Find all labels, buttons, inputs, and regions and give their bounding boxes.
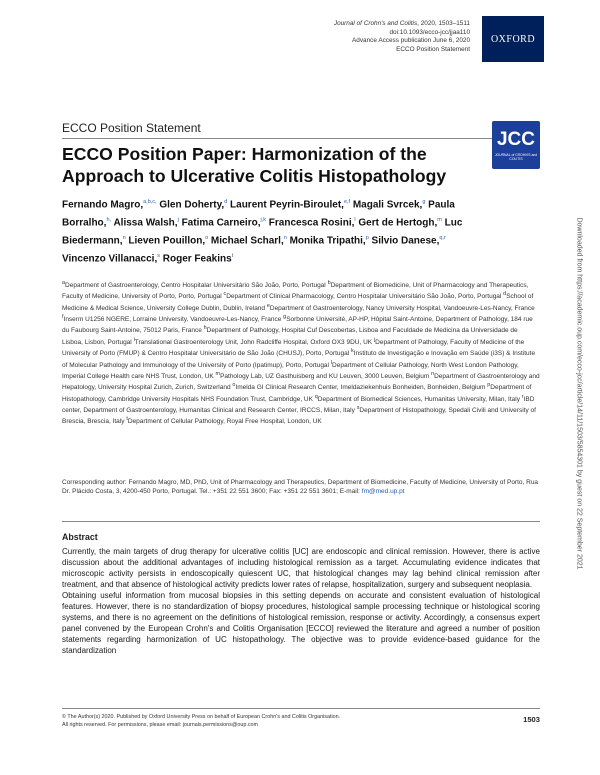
abstract-paragraph: Obtaining useful information from mucosal biopsies in this setting depends on accurate and consistent evaluation of histological features. However, there is no standardization of biopsy procedures, histological sample processing technique or histological scoring systems, and there is no agreement on the definitions of histological remission, response or activity. Accordingly, a consensus expert panel convened by the European Crohn's and Colitis Organisation [ECCO] reviewed the literature and agreed a number of position statements regarding harmonization of UC histopathology. The objective was to provide evidence-based guidance for the standardization [62,591,540,655]
footer [62,713,482,730]
jcc-logo [492,121,540,169]
abstract-paragraph: Currently, the main targets of drug therapy for ulcerative colitis [UC] are endoscopic and clinical remission. However, there is active discussion about the additional advantages of including histological remission as a target. Accumulating evidence indicates that microscopic activity persists in endoscopically quiescent UC, that histological changes may lag behind clinical remission after treatment, and that absence of histological activity predicts lower rates of relapse, hospitalization, surgery and subsequent neoplasia. [62,547,540,589]
jcc-logo-text: JCC [496,129,535,150]
abstract-body [62,546,540,656]
download-watermark [568,168,590,618]
divider [62,138,540,139]
journal-citation [210,20,470,29]
article-type: ECCO Position Statement [396,45,470,53]
jcc-logo-subtitle: JOURNAL of CROHN'S and COLITIS [494,153,538,161]
divider [62,521,540,522]
permissions-notice: All rights reserved. For permissions, please email: journals.permissions@oup.com [62,722,259,729]
author-list: Fernando Magro,$^{a,b,c,}$ Glen Doherty,$^d$ Laurent Peyrin-Biroulet,$^{e,f}$ Magali Svrcek,$^g$ Paula Borralho,$^{h,}$ Alissa Walsh,$^j$ Fatima Carneiro,$^{j,k}$ Francesca Rosini,$^l$ Gert de Hertogh,$^m$ Luc Biedermann,$^n$ Lieven Pouillon,$^o$ Michael Scharl,$^n$ Monika Tripathi,$^p$ Silvio Danese,$^{q,r}$ Vincenzo Villanacci,$^s$ Roger Feakins$^t$ [62,199,463,265]
corresponding-email-link[interactable]: fm@med.up.pt [361,488,405,496]
oxford-logo: OXFORD [482,16,544,62]
copyright-notice: © The Author(s) 2020. Published by Oxford University Press on behalf of European Crohn's and Colitis Organisation. [62,714,341,720]
journal-citation-rest: , 2020, 1503–1511 [417,20,470,27]
doi[interactable]: doi:10.1093/ecco-jcc/jjaa110 [389,28,470,36]
section-label: ECCO Position Statement [62,121,201,135]
divider [62,708,540,709]
corresponding-text: Corresponding author: Fernando Magro, MD, PhD, Unit of Pharmacology and Therapeutics, Department of Biomedicine, Faculty of Medicine, University of Porto, Rua Dr. Plácido Costa, 3, 4200-450 Porto, Portugal. Tel.: +351 22 551 3600; Fax: +351 22 551 3601; E-mail: [62,479,539,496]
journal-citation-block [210,20,470,54]
abstract-heading: Abstract [62,532,98,542]
advance-access: Advance Access publication June 6, 2020 [352,37,470,45]
download-note-text: Downloaded from https://academic.oup.com/ecco-jcc/article/14/11/1503/5854301 by guest on 22 September 2021 [575,216,583,570]
page-number: 1503 [523,715,540,724]
paper-title: ECCO Position Paper: Harmonization of the Approach to Ulcerative Colitis Histopathology [62,144,447,186]
journal-name: Journal of Crohn's and Colitis [333,20,418,27]
affiliations: $^a$Department of Gastroenterology, Centro Hospitalar Universitário São João, Porto, Portugal $^b$Department of Biomedicine, Unit of Pharmacology and Therapeutics, Faculty of Medicine, University of Porto, Porto, Portugal $^c$Department of Clinical Pharmacology, Centro Hospitalar Universitário São João, Porto, Portugal $^d$School of Medicine & Medical Science, University College Dublin, Dublin, Ireland $^e$Department of Gastroenterology, Nancy University Hospital, Vandoeuvre-Les-Nancy, France $^f$Inserm U1256 NGERE, Lorraine University, Vandoeuvre-Les-Nancy, France $^g$Sorbonne Université, AP-HP, Hôpital Saint-Antoine, Department of Pathology, 184 rue du Faubourg Saint-Antoine, 75012 Paris, France $^h$Department of Pathology, Hospital Cuf Descobertas, Lisboa and Faculdade de Medicina da Universidade de Lisboa, Lisbon, Portugal $^i$Translational Gastroenterology Unit, John Radcliffe Hospital, Oxford OX3 9DU, UK $^j$Department of Pathology, Faculty of Medicine of the University of Porto (FMUP) & Centro Hospitalar Universitário de São João (CHUSJ), Porto, Portugal $^k$Instituto de Investigação e Inovação em Saúde (i3S) & Institute of Molecular Pathology and Immunology of the University of Porto (Ipatimup), Porto, Portugal $^l$Department of Cellular Pathology, North West London Pathology, Imperial College Health care NHS Trust, London, UK $^m$Pathology Lab, UZ Gasthuisberg and KU Leuven, 3000 Leuven, Belgium $^n$Department of Gastroenterology and Hepatology, University Hospital Zurich, Zurich, Switzerland $^o$Imelda GI Clinical Research Center, Imeldaziekenhuis Bonheiden, Bonheiden, Belgium $^p$Department of Histopathology, Cambridge University Hospitals NHS Foundation Trust, Cambridge, UK $^q$Department of Biomedical Sciences, Humanitas University, Milan, Italy $^r$IBD center, Department of Gastroenterology, Humanitas Clinical and Research Center, IRCCS, Milan, Italy $^s$Department of Histopathology, Spedali Civili and University of Brescia, Brescia, Italy $^t$Department of Cellular Pathology, Royal Free Hospital, London, UK [62,280,540,426]
corresponding-author [62,478,540,497]
